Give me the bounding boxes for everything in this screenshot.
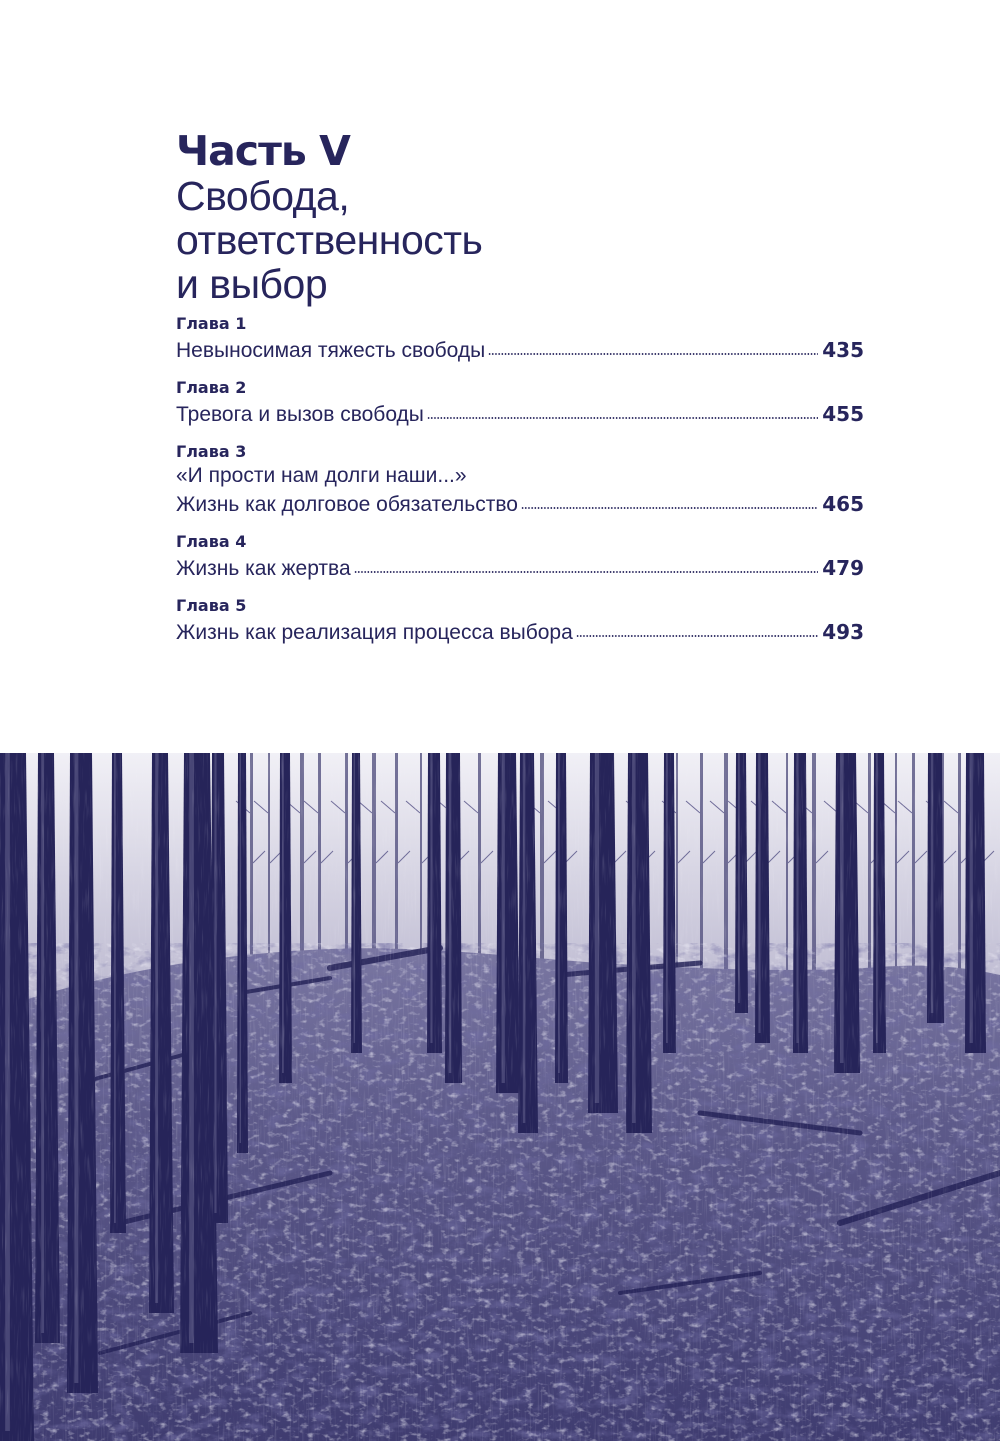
toc-entry-1[interactable]: [176, 313, 864, 366]
chapter-label: Глава 3: [176, 442, 247, 461]
toc-entry-5[interactable]: [176, 595, 864, 648]
page-number: 455: [822, 402, 864, 426]
page-number: 435: [822, 338, 864, 362]
table-of-contents: [176, 313, 864, 659]
dot-leader: [354, 571, 819, 573]
toc-entry-2[interactable]: [176, 377, 864, 430]
page-number: 479: [822, 556, 864, 580]
dot-leader: [427, 417, 818, 419]
chapter-title: Тревога и вызов свободы: [176, 403, 424, 426]
part-header: [176, 128, 876, 306]
part-title-line: ответственность: [176, 217, 483, 263]
part-title-line: Свобода,: [176, 173, 350, 219]
part-title-line: и выбор: [176, 261, 328, 307]
part-label: Часть V: [176, 127, 350, 175]
forest-photo: [0, 753, 1000, 1441]
chapter-label: Глава 2: [176, 378, 247, 397]
chapter-title: Жизнь как жертва: [176, 557, 351, 580]
chapter-title: Жизнь как долговое обязательство: [176, 493, 518, 516]
bark-texture: [0, 753, 1000, 1441]
chapter-label: Глава 5: [176, 596, 247, 615]
chapter-title: Невыносимая тяжесть свободы: [176, 339, 486, 362]
page-number: 493: [822, 620, 864, 644]
page-number: 465: [822, 492, 864, 516]
chapter-title-first-line: «И прости нам долги наши...»: [176, 464, 467, 487]
chapter-label: Глава 1: [176, 314, 247, 333]
chapter-title: Жизнь как реализация процесса выбора: [176, 621, 573, 644]
dot-leader: [576, 635, 818, 637]
part-title: [176, 174, 876, 306]
chapter-label: Глава 4: [176, 532, 247, 551]
toc-entry-3[interactable]: [176, 441, 864, 520]
dot-leader: [521, 507, 818, 509]
dot-leader: [488, 353, 818, 355]
toc-entry-4[interactable]: [176, 531, 864, 584]
